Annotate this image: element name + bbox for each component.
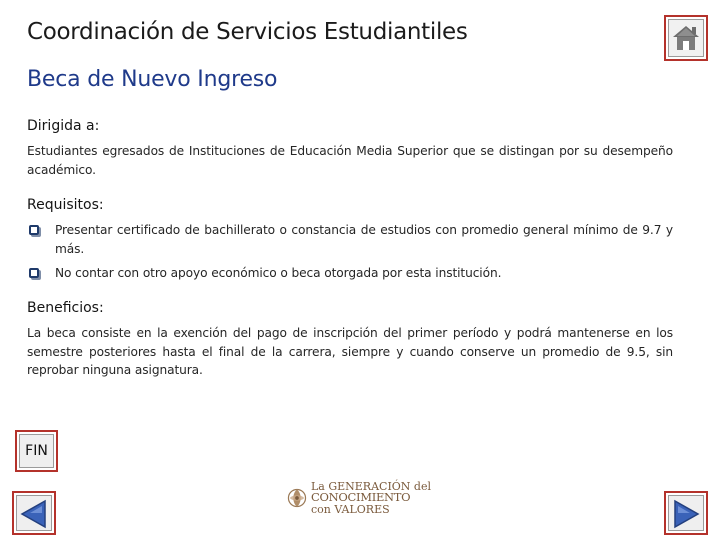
page-subtitle: Beca de Nuevo Ingreso <box>27 67 278 92</box>
fin-button[interactable] <box>15 430 58 472</box>
institution-logo <box>286 476 431 520</box>
logo-text <box>311 481 431 515</box>
fin-label: FIN <box>25 443 48 459</box>
dirigida-text: Estudiantes egresados de Instituciones de Educación Media Superior que se distingan por su desempeño académico. <box>27 144 673 177</box>
list-item-text: Presentar certificado de bachillerato o constancia de estudios con promedio general mínimo de 9.7 y más. <box>55 223 673 256</box>
list-item-text: No contar con otro apoyo económico o beca otorgada por esta institución. <box>55 266 502 280</box>
list-item <box>27 264 673 283</box>
dirigida-heading: Dirigida a: <box>27 118 100 134</box>
emblem-icon <box>286 478 308 518</box>
list-item <box>27 221 673 258</box>
home-icon <box>671 23 701 53</box>
checkbox-bullet-icon <box>29 268 39 278</box>
beneficios-text: La beca consiste en la exención del pago de inscripción del primer período y podrá mantenerse en los semestre posteriores hasta el final de la carrera, siempre y cuando conserve un promedio de 9.5, sin reprobar ninguna asignatura. <box>27 326 673 377</box>
home-button[interactable] <box>664 15 708 61</box>
beneficios-heading: Beneficios: <box>27 300 104 316</box>
logo-line: CONOCIMIENTO <box>310 490 411 505</box>
logo-line: La GENERACIÓN del <box>310 480 431 494</box>
triangle-left-icon <box>18 498 50 530</box>
previous-button[interactable] <box>12 491 56 535</box>
requisitos-list <box>27 221 673 289</box>
checkbox-bullet-icon <box>29 225 39 235</box>
next-button[interactable] <box>664 491 708 535</box>
requisitos-heading: Requisitos: <box>27 197 104 213</box>
logo-line: con VALORES <box>310 502 390 516</box>
page-title: Coordinación de Servicios Estudiantiles <box>27 19 468 45</box>
triangle-right-icon <box>670 498 702 530</box>
